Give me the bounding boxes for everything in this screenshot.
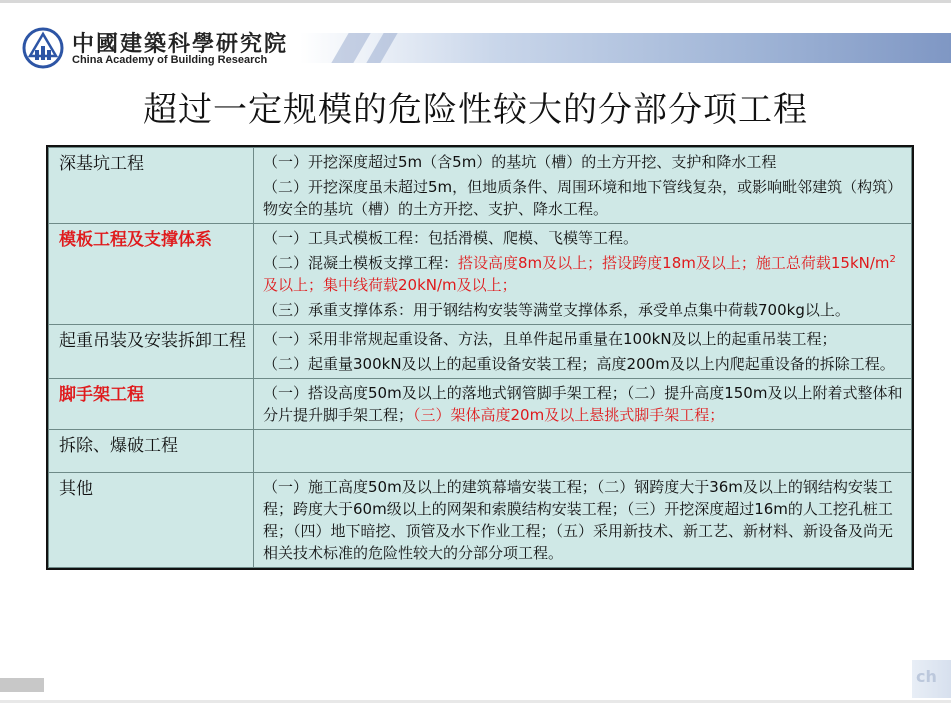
table-row xyxy=(49,379,912,430)
category-cell: 深基坑工程 xyxy=(49,148,254,224)
highlighted-text: 2 xyxy=(889,254,896,265)
description-text: （二）混凝土模板支撑工程： xyxy=(263,254,459,272)
org-name-cn: 中國建築科學研究院 xyxy=(72,31,289,57)
description-line xyxy=(263,227,903,249)
page-title: 超过一定规模的危险性较大的分部分项工程 xyxy=(143,90,808,130)
description-cell xyxy=(254,430,912,473)
description-line xyxy=(263,353,903,375)
footer-watermark-fragment: ch xyxy=(916,667,937,686)
description-line xyxy=(263,252,903,296)
table-row xyxy=(49,430,912,473)
description-text: （一）搭设高度50m及以上的落地式钢管脚手架工程；（二）提升高度150m及以上附着式整体和分片提升脚手架工程； xyxy=(263,384,903,424)
description-line xyxy=(263,151,903,173)
project-table xyxy=(46,145,914,570)
highlighted-text: 搭设高度8m及以上；搭设跨度18m及以上；施工总荷载15kN/m xyxy=(458,254,890,272)
description-line xyxy=(263,299,903,321)
category-cell: 其他 xyxy=(49,473,254,568)
table-row xyxy=(49,148,912,224)
table-row xyxy=(49,473,912,568)
description-line xyxy=(263,328,903,350)
description-text: （二）起重量300kN及以上的起重设备安装工程；高度200m及以上内爬起重设备的拆除工程。 xyxy=(263,355,895,373)
category-cell: 模板工程及支撑体系 xyxy=(49,224,254,325)
description-text: （二）开挖深度虽未超过5m，但地质条件、周围环境和地下管线复杂，或影响毗邻建筑（构筑）物安全的基坑（槽）的土方开挖、支护、降水工程。 xyxy=(263,178,903,218)
highlighted-text: 及以上；集中线荷载20kN/m及以上； xyxy=(263,276,517,294)
table-row xyxy=(49,224,912,325)
description-text: （一）工具式模板工程：包括滑模、爬模、飞模等工程。 xyxy=(263,229,639,247)
category-cell: 拆除、爆破工程 xyxy=(49,430,254,473)
description-cell xyxy=(254,379,912,430)
description-text: （一）施工高度50m及以上的建筑幕墙安装工程；（二）钢跨度大于36m及以上的钢结构安装工程；跨度大于60m级以上的网架和索膜结构安装工程；（三）开挖深度超过16m的人工挖孔桩工程；（四）地下暗挖、顶管及水下作业工程；（五）采用新技术、新工艺、新材料、新设备及尚无相关技术标准的危险性较大的分部分项工程。 xyxy=(263,478,894,562)
table-row xyxy=(49,325,912,379)
description-line xyxy=(263,176,903,220)
description-text: （三）承重支撑体系：用于钢结构安装等满堂支撑体系，承受单点集中荷载700kg以上。 xyxy=(263,301,850,319)
table-body xyxy=(49,148,912,568)
cabr-logo-icon xyxy=(18,26,68,70)
description-cell xyxy=(254,148,912,224)
category-cell: 起重吊装及安装拆卸工程 xyxy=(49,325,254,379)
highlighted-text: （三）架体高度20m及以上悬挑式脚手架工程； xyxy=(413,406,725,424)
top-rule xyxy=(0,0,951,3)
bottom-rule xyxy=(0,700,951,703)
description-cell xyxy=(254,473,912,568)
description-text: （一）开挖深度超过5m（含5m）的基坑（槽）的土方开挖、支护和降水工程 xyxy=(263,153,777,171)
category-cell: 脚手架工程 xyxy=(49,379,254,430)
description-text: （一）采用非常规起重设备、方法，且单件起吊重量在100kN及以上的起重吊装工程； xyxy=(263,330,837,348)
description-line xyxy=(263,382,903,426)
org-name-en: China Academy of Building Research xyxy=(72,54,268,66)
footer-left-tab xyxy=(0,678,44,692)
description-line xyxy=(263,476,903,564)
description-cell xyxy=(254,224,912,325)
header-band xyxy=(300,33,951,63)
description-cell xyxy=(254,325,912,379)
